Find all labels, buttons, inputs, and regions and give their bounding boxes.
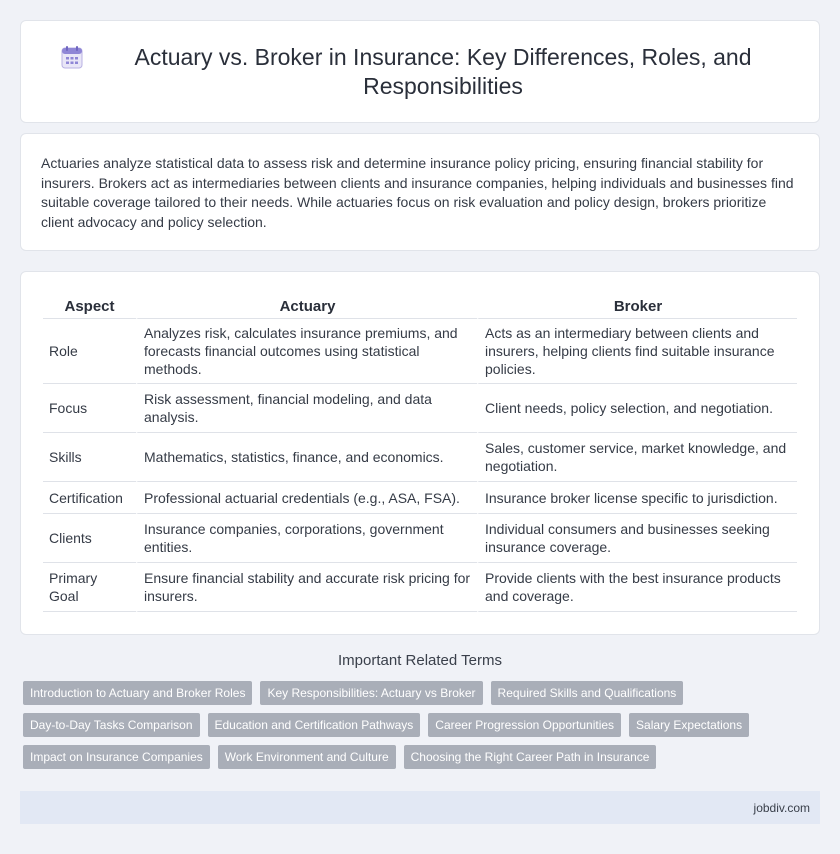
page-title: Actuary vs. Broker in Insurance: Key Differences, Roles, and Responsibilities — [134, 43, 752, 99]
related-term-tag[interactable]: Introduction to Actuary and Broker Roles — [23, 681, 252, 705]
table-row — [43, 482, 797, 514]
related-term-tag[interactable]: Day-to-Day Tasks Comparison — [23, 713, 200, 737]
related-term-tag[interactable]: Impact on Insurance Companies — [23, 745, 210, 769]
column-header: Actuary — [136, 290, 477, 319]
related-terms-section — [20, 652, 820, 769]
row-actuary: Risk assessment, financial modeling, and data analysis. — [136, 384, 477, 433]
related-term-tag[interactable]: Career Progression Opportunities — [428, 713, 621, 737]
row-aspect: Focus — [43, 384, 136, 433]
row-broker: Provide clients with the best insurance products and coverage. — [477, 563, 797, 612]
table-row — [43, 319, 797, 384]
row-broker: Insurance broker license specific to jurisdiction. — [477, 482, 797, 514]
row-actuary: Mathematics, statistics, finance, and economics. — [136, 433, 477, 482]
row-actuary: Professional actuarial credentials (e.g., ASA, FSA). — [136, 482, 477, 514]
column-header: Broker — [477, 290, 797, 319]
related-term-tag[interactable]: Education and Certification Pathways — [208, 713, 421, 737]
intro-card — [20, 133, 820, 251]
related-term-tag[interactable]: Choosing the Right Career Path in Insurance — [404, 745, 657, 769]
related-terms-list — [20, 681, 820, 769]
related-term-tag[interactable]: Key Responsibilities: Actuary vs Broker — [260, 681, 482, 705]
table-row — [43, 384, 797, 433]
related-term-tag[interactable]: Work Environment and Culture — [218, 745, 396, 769]
row-actuary: Analyzes risk, calculates insurance premiums, and forecasts financial outcomes using statistical methods. — [136, 319, 477, 384]
footer — [20, 791, 820, 824]
row-aspect: Clients — [43, 514, 136, 563]
header-card — [20, 20, 820, 123]
row-aspect: Certification — [43, 482, 136, 514]
calendar-icon — [61, 45, 83, 69]
row-broker: Acts as an intermediary between clients and insurers, helping clients find suitable insurance policies. — [477, 319, 797, 384]
comparison-table — [43, 290, 797, 612]
row-actuary: Insurance companies, corporations, government entities. — [136, 514, 477, 563]
table-header-row — [43, 290, 797, 319]
related-term-tag[interactable]: Salary Expectations — [629, 713, 749, 737]
column-header: Aspect — [43, 290, 136, 319]
footer-site-link[interactable]: jobdiv.com — [753, 800, 810, 815]
comparison-card — [20, 271, 820, 635]
table-row — [43, 514, 797, 563]
row-broker: Individual consumers and businesses seeking insurance coverage. — [477, 514, 797, 563]
row-actuary: Ensure financial stability and accurate risk pricing for insurers. — [136, 563, 477, 612]
table-row — [43, 433, 797, 482]
row-aspect: Skills — [43, 433, 136, 482]
intro-text: Actuaries analyze statistical data to assess risk and determine insurance policy pricing, ensuring financial stability for insurers. Brokers act as intermediaries between clients and insurance companies, helping individuals and businesses find suitable coverage tailored to their needs. While actuaries focus on risk evaluation and policy design, brokers prioritize client advocacy and policy selection. — [41, 155, 794, 230]
row-broker: Client needs, policy selection, and negotiation. — [477, 384, 797, 433]
row-broker: Sales, customer service, market knowledge, and negotiation. — [477, 433, 797, 482]
row-aspect: Primary Goal — [43, 563, 136, 612]
row-aspect: Role — [43, 319, 136, 384]
related-terms-title: Important Related Terms — [338, 652, 502, 669]
related-term-tag[interactable]: Required Skills and Qualifications — [491, 681, 684, 705]
table-row — [43, 563, 797, 612]
